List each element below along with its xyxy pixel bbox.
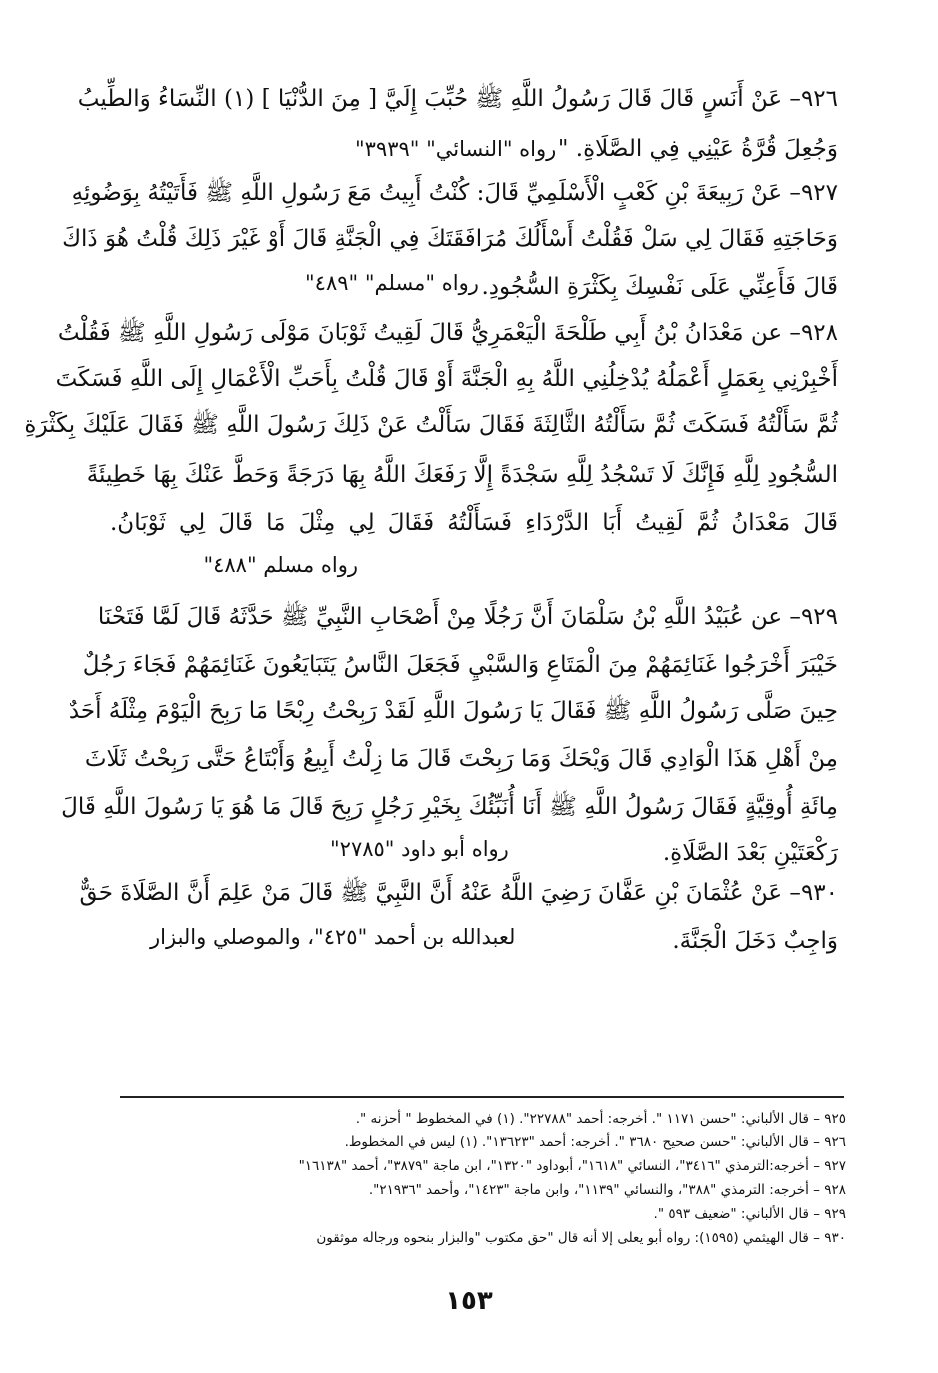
page-number: ١٥٣ xyxy=(445,1286,493,1316)
hadith-926-line-1: ٩٢٦– عَنْ أَنَسٍ قَالَ قَالَ رَسُولُ اللَّهِ ﷺ حُبِّبَ إِلَيَّ [ مِنَ الدُّنْيَا ] (١) النِّسَاءُ وَالطِّيبُ xyxy=(77,86,838,112)
hadith-929-line-1: ٩٢٩– عن عُبَيْدُ اللَّهِ بْنُ سَلْمَانَ أَنَّ رَجُلًا مِنْ أَصْحَابِ النَّبِيِّ ﷺ حَدَّثَهُ قَالَ لَمَّا فَتَحْنَا xyxy=(97,604,838,630)
footnote-928: ٩٢٨ – أخرجه: الترمذي "٣٨٨"، والنسائي "١١٣٩"، وابن ماجة "١٤٢٣"، وأحمد "٢١٩٣٦". xyxy=(368,1182,846,1198)
footnote-926: ٩٢٦ – قال الألباني: "حسن صحيح ٣٦٨٠ ". أخرجه: أحمد "١٣٦٢٣". (١) ليس في المخطوط. xyxy=(344,1134,846,1150)
hadith-929-line-2: خَيْبَرَ أَخْرَجُوا غَنَائِمَهُمْ مِنَ الْمَتَاعِ وَالسَّبْيِ فَجَعَلَ النَّاسُ يَتَبَايَعُونَ غَنَائِمَهُمْ فَجَاءَ رَجُلٌ xyxy=(82,652,838,678)
footnote-929: ٩٢٩ – قال الألباني: "ضعيف ٥٩٣ ". xyxy=(653,1206,846,1222)
footnote-930: ٩٣٠ – قال الهيثمي (١٥٩٥): رواه أبو يعلى إلا أنه قال "حق مكتوب "والبزار بنحوه ورجاله موثقون xyxy=(316,1230,846,1246)
hadith-926-source: رواه "النسائي" "٣٩٣٩" xyxy=(355,137,557,161)
hadith-927-line-2: وَحَاجَتِهِ فَقَالَ لِي سَلْ فَقُلْتُ أَسْأَلُكَ مُرَافَقَتَكَ فِي الْجَنَّةِ قَالَ أَوْ غَيْرَ ذَلِكَ قُلْتُ هُوَ ذَاكَ xyxy=(62,226,838,252)
footnote-927: ٩٢٧ – أخرجه:الترمذي "٣٤١٦"، النسائي "١٦١٨"، أبوداود "١٣٢٠"، ابن ماجة "٣٨٧٩"، أحمد "١٦١٣٨" xyxy=(298,1158,846,1174)
hadith-929-line-5: مِائَةِ أُوقِيَّةٍ فَقَالَ رَسُولُ اللَّهِ ﷺ أَنَا أُنَبِّئُكَ بِخَيْرِ رَجُلٍ رَبِحَ قَالَ مَا هُوَ يَا رَسُولَ اللَّهِ قَالَ xyxy=(61,794,838,820)
hadith-930-source: لعبدالله بن أحمد "٤٢٥"، والموصلي والبزار xyxy=(150,925,516,949)
hadith-927-source: رواه "مسلم" "٤٨٩" xyxy=(305,271,479,295)
hadith-927-line-1: ٩٢٧– عَنْ رَبِيعَةَ بْنِ كَعْبٍ الْأَسْلَمِيِّ قَالَ: كُنْتُ أَبِيتُ مَعَ رَسُولِ اللَّهِ ﷺ فَأَتَيْتُهُ بِوَضُوئِهِ xyxy=(71,180,838,206)
hadith-930-line-2: وَاجِبٌ دَخَلَ الْجَنَّةَ. xyxy=(672,928,838,954)
hadith-929-line-4: مِنْ أَهْلِ هَذَا الْوَادِي قَالَ وَيْحَكَ وَمَا رَبِحْتَ قَالَ مَا زِلْتُ أَبِيعُ وَأَبْتَاعُ حَتَّى رَبِحْتُ ثَلَاثَ xyxy=(84,746,838,772)
hadith-928-source: رواه مسلم "٤٨٨" xyxy=(203,553,358,577)
hadith-927-line-3: قَالَ فَأَعِنِّي عَلَى نَفْسِكَ بِكَثْرَةِ السُّجُودِ. xyxy=(481,274,838,300)
hadith-928-line-4: السُّجُودِ لِلَّهِ فَإِنَّكَ لَا تَسْجُدُ لِلَّهِ سَجْدَةً إِلَّا رَفَعَكَ اللَّهُ بِهَا دَرَجَةً وَحَطَّ عَنْكَ بِهَا خَطِيئَةً xyxy=(86,462,838,488)
hadith-930-line-1: ٩٣٠– عَنْ عُثْمَانَ بْنِ عَفَّانَ رَضِيَ اللَّهُ عَنْهُ أَنَّ النَّبِيَّ ﷺ قَالَ مَنْ عَلِمَ أَنَّ الصَّلَاةَ حَقٌّ xyxy=(79,880,838,906)
hadith-928-line-3: ثُمَّ سَأَلْتُهُ فَسَكَتَ ثُمَّ سَأَلْتُهُ الثَّالِثَةَ فَقَالَ سَأَلْتُ عَنْ ذَلِكَ رَسُولَ اللَّهِ ﷺ فَقَالَ عَلَيْكَ بِكَثْرَةِ xyxy=(24,412,838,438)
hadith-929-line-3: حِينَ صَلَّى رَسُولُ اللَّهِ ﷺ فَقَالَ يَا رَسُولَ اللَّهِ لَقَدْ رَبِحْتُ رِبْحًا مَا رَبِحَ الْيَوْمَ مِثْلَهُ أَحَدٌ xyxy=(68,698,838,724)
hadith-926-line-2: وَجُعِلَ قُرَّةُ عَيْنِي فِي الصَّلَاةِ. " xyxy=(557,136,838,162)
footnote-925: ٩٢٥ – قال الألباني: "حسن ١١٧١ ". أخرجه: أحمد "٢٢٧٨٨". (١) في المخطوط " أحزنه ". xyxy=(355,1111,846,1127)
footnote-separator xyxy=(120,1096,844,1098)
hadith-928-line-1: ٩٢٨– عن مَعْدَانُ بْنُ أَبِي طَلْحَةَ الْيَعْمَرِيُّ قَالَ لَقِيتُ ثَوْبَانَ مَوْلَى رَسُولِ اللَّهِ ﷺ فَقُلْتُ xyxy=(57,320,838,346)
hadith-928-line-2: أَخْبِرْنِي بِعَمَلٍ أَعْمَلُهُ يُدْخِلُنِي اللَّهُ بِهِ الْجَنَّةَ أَوْ قَالَ قُلْتُ بِأَحَبِّ الْأَعْمَالِ إِلَى اللَّهِ فَسَكَتَ xyxy=(55,366,838,392)
hadith-929-line-6: رَكْعَتَيْنِ بَعْدَ الصَّلَاةِ. xyxy=(662,840,838,866)
hadith-929-source: رواه أبو داود "٢٧٨٥" xyxy=(330,837,509,861)
hadith-928-line-5: قَالَ مَعْدَانُ ثُمَّ لَقِيتُ أَبَا الدَّرْدَاءِ فَسَأَلْتُهُ فَقَالَ لِي مِثْلَ مَا قَالَ لِي ثَوْبَانُ. xyxy=(110,510,838,536)
